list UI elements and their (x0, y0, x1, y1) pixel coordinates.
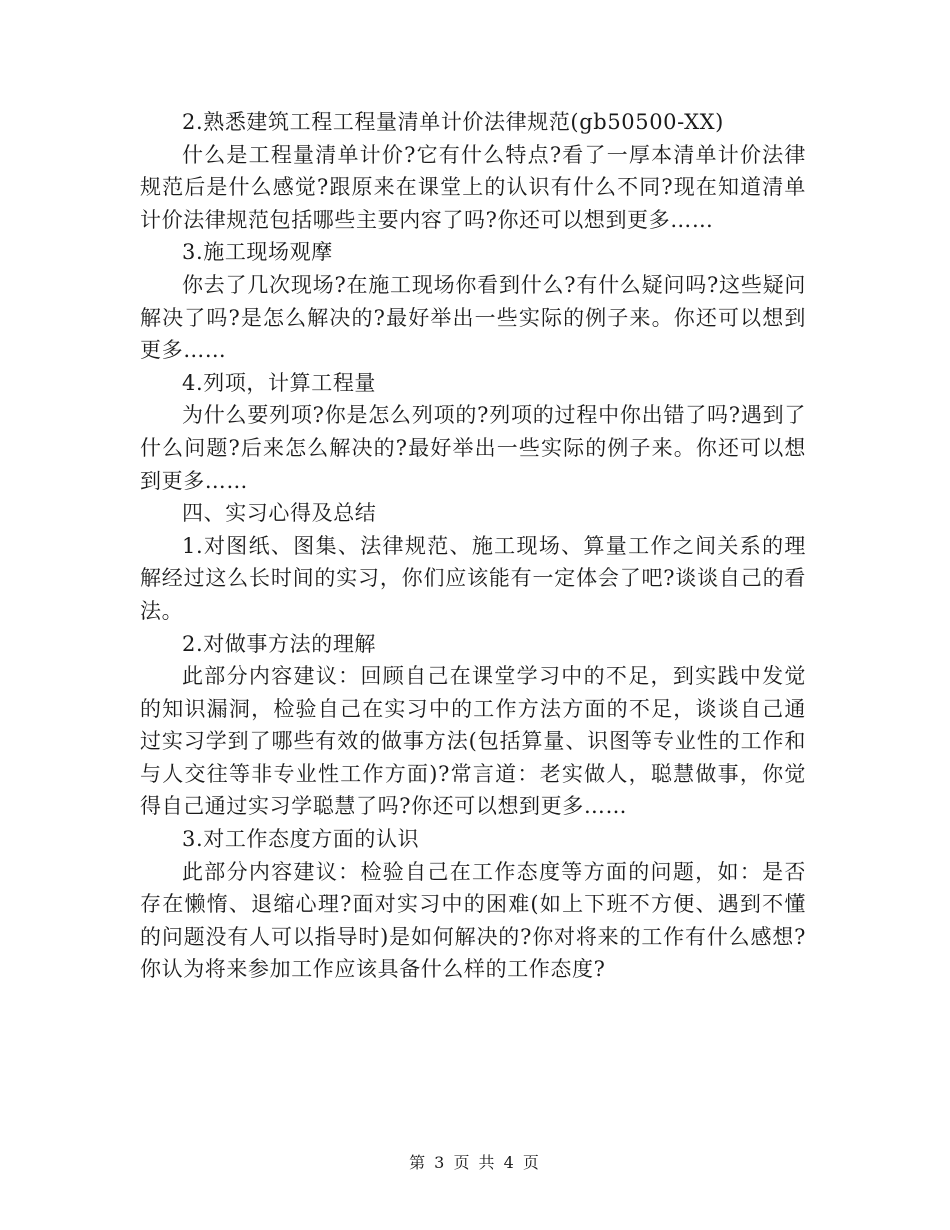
subheading-working-methods: 2.对做事方法的理解 (182, 631, 377, 656)
subheading-itemization: 4.列项，计算工程量 (182, 370, 377, 395)
page-number-footer: 第 3 页 共 4 页 (409, 1153, 541, 1172)
subheading-bill-of-quantities-spec: 2.熟悉建筑工程工程量清单计价法律规范(gb50500-XX) (182, 110, 724, 134)
paragraph-site-observation: 你去了几次现场?在施工现场你看到什么?有什么疑问吗?这些疑问解决了吗?是怎么解决的?最好举出一些实际的例子来。你还可以想到更多…… (140, 272, 806, 363)
paragraph-work-attitude: 此部分内容建议：检验自己在工作态度等方面的问题，如：是否存在懒惰、退缩心理?面对实习中的困难(如上下班不方便、遇到不懂的问题没有人可以指导时)是如何解决的?你对将来的工作有什么感想?你认为将来参加工作应该具备什么样的工作态度? (140, 859, 806, 982)
subheading-work-attitude: 3.对工作态度方面的认识 (182, 827, 420, 852)
paragraph-bill-of-quantities: 什么是工程量清单计价?它有什么特点?看了一厚本清单计价法律规范后是什么感觉?跟原来在课堂上的认识有什么不同?现在知道清单计价法律规范包括哪些主要内容了吗?你还可以想到更多…… (140, 142, 806, 232)
document-body (140, 106, 806, 986)
paragraph-relationship-understanding: 1.对图纸、图集、法律规范、施工现场、算量工作之间关系的理解经过这么长时间的实习，你们应该能有一定体会了吧?谈谈自己的看法。 (140, 533, 806, 623)
subheading-site-observation: 3.施工现场观摩 (182, 240, 333, 265)
section-heading-summary: 四、实习心得及总结 (182, 501, 377, 526)
paragraph-working-methods: 此部分内容建议：回顾自己在课堂学习中的不足，到实践中发觉的知识漏洞，检验自己在实习中的工作方法方面的不足，谈谈自己通过实习学到了哪些有效的做事方法(包括算量、识图等专业性的工作和与人交往等非专业性工作方面)?常言道：老实做人，聪慧做事，你觉得自己通过实习学聪慧了吗?你还可以想到更多…… (140, 664, 806, 819)
paragraph-itemization: 为什么要列项?你是怎么列项的?列项的过程中你出错了吗?遇到了什么问题?后来怎么解决的?最好举出一些实际的例子来。你还可以想到更多…… (140, 403, 806, 493)
